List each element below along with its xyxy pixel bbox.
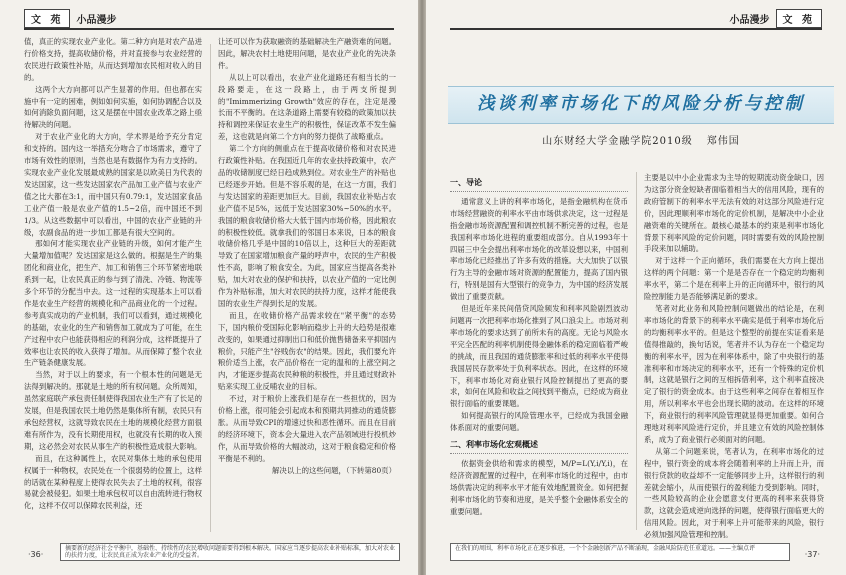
section-heading: 一、导论 (450, 177, 628, 192)
column-divider (636, 172, 637, 530)
section-heading: 二、利率市场化宏观概述 (450, 439, 628, 454)
page-number: ·36· (28, 550, 44, 559)
left-page-column-2 (218, 36, 396, 528)
left-page (0, 0, 418, 575)
paragraph: 而且，在收储价格产品需求较在"紧平衡"的态势下，国内粮价受国际化影响而稳步上升的大趋势是很难改变的，如果通过抑制出口和低价抛售储备来平抑国内粮价，只能产生"谷贱伤农"的结果。因此，我们要允许粮价适当上涨，农产品价格在一定的温和的上涨空间之内，才能逐步提高农民种粮的积极性，并且通过财政补贴来实现工业反哺农业的目标。 (218, 310, 396, 392)
header-rule (450, 28, 822, 30)
author-line (448, 132, 834, 147)
right-page-header (724, 8, 822, 28)
paragraph: 而且，在这种属性上，农民对集体土地的承包使用权属于一种物权，农民处在一个很弱势的位置上，这样的话就在某种程度上使得农民失去了土地的权利，很容易就会被侵犯。如果土地承包权可以自由流转进行物权化，这样不仅可以保障农民利益，还 (24, 453, 202, 511)
paragraph: 如何提高银行的风险管理水平，已经成为我国金融体系面对的重要问题。 (450, 411, 628, 433)
paragraph: 从第二个问题来说，笔者认为，在利率市场化的过程中，银行资金的成本将会随着利率的上升而上升，而银行贷款的收益却不一定能够同步上升，这样银行的利差就会缩小，从而使银行的盈利能力受到影响。同时，一些风险较高的企业会愿意支付更高的利率来获得贷款，这就会造成逆向选择的问题，使得银行面临更大的信用风险。因此，对于利率上升可能带来的风险，银行必须加强风险管理和控制。 (644, 446, 824, 540)
header-rule (24, 28, 394, 30)
right-page-column-2 (644, 172, 824, 540)
paragraph: 对于农业产业化的大方向，学术界是给予充分肯定和支持的。国内这一举措充分吻合了市场需求，遵守了市场有效性的原则，当然也是有数据作为有力支持的。实现农业产业化发展最成熟的国家是以欧美日为代表的发达国家，这一些发达国家农产品加工业产值与农业产值之比大都在3:1，而中国只有0.79:1，发达国家食品工业产值一般是农业产值的1.5~2倍，而中国还不到1/3。从这些数据中可以看出，中国的农业产业链的升级，农副食品的进一步加工都是有很大空间的。 (24, 132, 202, 237)
paragraph: 当然，对于以上的要求，有一个根本性的问题是无法得到解决的。那就是土地的所有权问题。众所周知，虽然家庭联产承包责任制使得我国农业生产有了长足的发展，但是我国农民土地仍然是集体所有制，农民只有承包经营权，这就导致农民在土地的规模化经营方面很难有所作为，没有长期使用权，也就没有长期的收入预期，这必然会对农民从事生产的积极性造成很大影响。 (24, 370, 202, 451)
paragraph: 第二个方向的侧重点在于提高收储价格和对农民进行政策性补贴。在我国近几年的农业扶持政策中，农产品的收储制度已经日趋成熟到位。对农业生产的补贴也已经逐步开始。但是不容乐观的是，在这一方面，我们与发达国家的差距更加巨大。目前，我国农业补贴占农业产值不足5%，远低于发达国家30%~50%的水平。我国的粮食收储价格大大低于国内市场价格，因此粮农的积极性较低。就拿我们的邻国日本来说，日本的粮食收储价格几乎是中国的10倍以上，这种巨大的差距就导致了在国家增加粮食产量的呼声中，农民的生产积极性不高，影响了粮食安全。为此，国家应当提高各类补贴，加大对农业的保护和扶持，以农业产值的一定比例作为补贴标准，加大对农民的扶持力度，这样才能使我国的农业生产得到长足的发展。 (218, 144, 396, 308)
paragraph: 那如何才能实现农业产业链的升级，如何才能产生大量增加值呢？发达国家是这么做的。根据是生产的集团化和商业化，把生产、加工和销售三个环节紧密地联系到一起，让农民真正的参与到了清洗、冷链、物流等多个环节的分配当中去。这一过程的实现基本上可以看作是农业生产经营的规模化和产品商业化的一个过程。参考真实成功的产业机制，我们可以看到，通过规模化的基础，农业化的生产和销售加工就成为了可能，在生产过程中农户也能获得相应的利润分成，这样既提升了效率也让农民的收入获得了增加。从而保障了整个农业生产链条健康发展。 (24, 239, 202, 368)
paragraph: 对于这样一个正向循环，我们需要在大方向上提出这样的两个问题：第一个是是否存在一个稳定的均衡利率水平，第二个是在利率上升的正向循环中，银行的风险控制能力是否能够满足新的要求。 (644, 256, 824, 302)
paragraph: 主要是以中小企业需求为主导的短期流动资金缺口，因为这部分资金短缺者面临着相当大的信用风险，现有的政府管制下的利率水平无法有效的对这部分风险进行定价，因此理顺利率市场化的定价机制，是解决中小企业融资难的关键所在。最核心最基本的约束是利率市场化背景下利率风险的定价问题，同时需要有效的风险控制手段来加以辅助。 (644, 173, 824, 254)
column-label: 小品漫步 (729, 14, 770, 26)
paragraph: 不过，对于粮价上涨我们是存在一些担忧的，因为价格上涨，很可能会引起成本和预期共同推动的通货膨胀。从而导致CPI的增速过快和恶性循环。而且在目前的经济环境下，资本会大量进入农产品领域进行投机炒作，从而导致价格的大幅波动，这对于粮食稳定和价格平衡是不利的。 (218, 394, 396, 463)
author-name: 郑伟国 (706, 136, 740, 147)
column-divider (210, 44, 211, 532)
paragraph: 笔者对此业务和风险控制问题做出的结论是，在利率市场化的背景下的利率水平确实是低于利率市场化后的均衡利率水平的。但是这个整型的前提在实证看来是值得推敲的，换句话说，笔者并不认为存在一个稳定均衡的利率水平，因为在利率体系中，除了中央银行的基准利率和市场决定的利率水平，还有一个特殊的定价机制，这就是银行之间的互相拆借利率，这个利率直接决定了银行的资金成本。由于这些利率之间存在着相互作用，所以利率水平也会出现长期的波动。在这样的环境下，商业银行的利率风险管理就显得更加重要。如何合理地对利率风险进行定价，并且建立有效的风险控制体系，成为了商业银行必须面对的问题。 (644, 303, 824, 444)
paragraph: 从以上可以看出，农业产业化道路还有相当长的一段路要走，在这一段路上，由于两支所提到的"Imimmerizing Growth"效应的存在，注定是漫长而不平衡的。在这条道路上需要有较稳的政策加以扶持和调控来保证农业生产的积极性，保证改革不发生偏差，这也就是向第二个方向的努力提供了战略重点。 (218, 72, 396, 142)
author-affiliation: 山东财经大学金融学院2010级 (542, 136, 693, 147)
paragraph: 但是近年来民间借贷风险频发和利率风险剧烈波动问题再一次把利率市场化推到了风口浪尖上。市场对利率市场化的要求达到了前所未有的高度。无论与风险水平完全匹配的利率机制使得金融体系的稳定面临着严峻的挑战，而且我国的通货膨胀率和过低的利率水平使得我国居民存款率处于负利率状态。因此，在这样的环境下，利率市场化对商业银行风险控制提出了更高的要求，如何在风险和收益之间找到平衡点，已经成为商业银行面临的重要课题。 (450, 304, 628, 409)
column-badge: 文 苑 (776, 9, 822, 28)
column-badge: 文 苑 (24, 9, 70, 28)
article-title: 浅谈利率市场化下的风险分析与控制 (477, 94, 805, 114)
continued-note: 解决以上的这些问题，（下转第80页） (272, 465, 396, 475)
left-page-header (24, 8, 122, 28)
paragraph: 这两个大方向都可以产生显著的作用。但也都在实施中有一定的困难，例如如何实施，如何协调配合以及如何消除负面问题，这又是摆在中国农业改革之路上亟待解决的问题。 (24, 84, 202, 130)
page-number: ·37· (804, 550, 820, 559)
footer-note: 在我们的周围，利率市场化正在逐步推进，一个个金融创新产品不断涌现，金融风险防范任重道远。——主编点评 (450, 543, 790, 561)
book-gutter (418, 0, 426, 575)
right-page (426, 0, 846, 575)
paragraph: 值，真正的实现农业产业化。第二种方向是对农产品进行价格支持，提高收储价格，并对直接参与农业经营的农民进行政策性补贴，从而达到增加农民相对收入的目的。 (24, 37, 202, 82)
column-label: 小品漫步 (76, 14, 117, 26)
paragraph: 通常意义上讲的利率市场化，是指金融机构在货币市场经营融资的利率水平由市场供求决定，这一过程是指金融市场资源配置和调控机制不断完善的过程，也是我国利率市场化进程的重要组成部分。自从1993年十四届三中全会提出利率市场化的改革设想以来，中国利率市场化已经推出了许多有效的措施。大大加快了以银行为主导的金融市场对资源的配置能力，提高了国内银行，特别是国有大型银行的竞争力，为中国的经济发展做出了重要贡献。 (450, 196, 628, 302)
footer-note: 摘要新的经济社会平衡中，基础性、持续性的农民增收问题需要得到根本解决。国家应当逐步提高农业补贴标准，加大对农业的扶持力度，让农民真正成为农业产业化的受益者。 (60, 543, 400, 561)
left-page-column-1 (24, 36, 202, 528)
paragraph: 依据资金供给和需求的模型，M/P=L(Y,i/Y,i)，在经济资源配置的过程中，在利率市场化的过程中，由市场供需决定的利率水平才能有效地配置资金。如何把握利率市场化的节奏和进度，是关乎整个金融体系安全的重要问题。 (450, 458, 628, 516)
right-page-column-1 (450, 172, 628, 530)
paragraph: 让还可以作为获取融资的基础解决生产融资难的问题。因此，解决农村土地使用问题，是农业产业化的先决条件。 (218, 37, 396, 70)
